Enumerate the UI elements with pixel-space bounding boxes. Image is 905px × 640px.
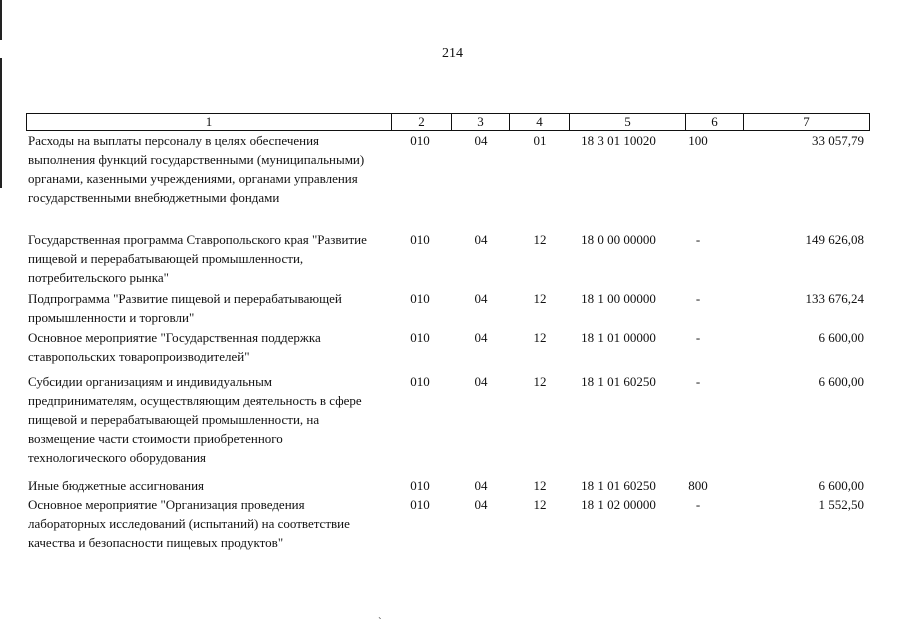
row-name: Субсидии организациям и индивидуальным предпринимателям, осуществляющим деятельность в сфере пищевой и перерабатывающей промышленности, на возмещение части стоимости приобретенного технологического оборудования [28,374,362,465]
column-header-4: 4 [510,114,570,130]
row-code-4: 12 [533,291,547,306]
row-code-4: 12 [533,232,547,247]
table-row [26,328,868,366]
row-code-6: - [695,330,701,345]
row-name: Подпрограмма "Развитие пищевой и перерабатывающей промышленности и торговли" [28,291,342,325]
row-code-4: 12 [533,497,547,512]
scan-mark: ` [378,616,382,628]
row-name: Основное мероприятие "Организация проведения лабораторных исследований (испытаний) на соответствие качества и безопасности пищевых продуктов" [28,497,350,550]
row-amount: 1 552,50 [818,497,864,512]
page-edge-line [0,0,2,40]
row-code-2: 010 [410,291,430,306]
row-code-3: 04 [474,291,488,306]
row-code-6: 800 [688,478,708,493]
row-code-4: 12 [533,330,547,345]
column-header-1: 1 [27,114,392,130]
row-code-6: - [695,232,701,247]
row-code-5: 18 1 02 00000 [581,497,656,512]
column-header-7: 7 [803,114,810,129]
row-code-5: 18 1 01 00000 [581,330,656,345]
row-code-5: 18 1 01 60250 [581,478,656,493]
table-header [26,113,870,131]
table-row [26,131,868,226]
table-row [26,230,868,287]
row-name: Государственная программа Ставропольского края "Развитие пищевой и перерабатывающей промышленности, потребительского рынка" [28,232,367,285]
row-name: Основное мероприятие "Государственная поддержка ставропольских товаропроизводителей" [28,330,321,364]
page-edge-line [0,58,2,188]
row-code-2: 010 [410,374,430,389]
row-code-5: 18 1 00 00000 [581,291,656,306]
column-header-3: 3 [452,114,510,130]
row-code-2: 010 [410,232,430,247]
row-code-5: 18 0 00 00000 [581,232,656,247]
row-code-3: 04 [474,330,488,345]
row-code-2: 010 [410,133,430,148]
column-header-5: 5 [570,114,686,130]
row-code-3: 04 [474,478,488,493]
table-row [26,289,868,327]
row-amount: 33 057,79 [812,133,864,148]
table-row [26,372,868,467]
row-code-2: 010 [410,330,430,345]
row-code-6: 100 [688,133,708,148]
row-code-3: 04 [474,374,488,389]
column-header-2: 2 [392,114,452,130]
row-amount: 6 600,00 [818,374,864,389]
row-code-4: 01 [533,133,547,148]
table-row [26,495,868,571]
row-code-6: - [695,374,701,389]
row-code-2: 010 [410,497,430,512]
page-number: 214 [442,46,463,61]
row-code-5: 18 1 01 60250 [581,374,656,389]
row-amount: 149 626,08 [805,232,864,247]
column-header-6: 6 [686,114,744,130]
row-code-6: - [695,291,701,306]
row-code-2: 010 [410,478,430,493]
table-row [26,476,868,495]
row-code-4: 12 [533,478,547,493]
row-name: Расходы на выплаты персоналу в целях обеспечения выполнения функций государственными (муниципальными) органами, казенными учреждениями, органами управления государственными внебюджетными фондами [28,133,365,205]
row-code-5: 18 3 01 10020 [581,133,656,148]
row-code-3: 04 [474,133,488,148]
row-code-3: 04 [474,232,488,247]
row-code-4: 12 [533,374,547,389]
row-amount: 6 600,00 [818,478,864,493]
row-name: Иные бюджетные ассигнования [28,478,205,493]
row-amount: 133 676,24 [805,291,864,306]
row-code-6: - [695,497,701,512]
row-code-3: 04 [474,497,488,512]
row-amount: 6 600,00 [818,330,864,345]
